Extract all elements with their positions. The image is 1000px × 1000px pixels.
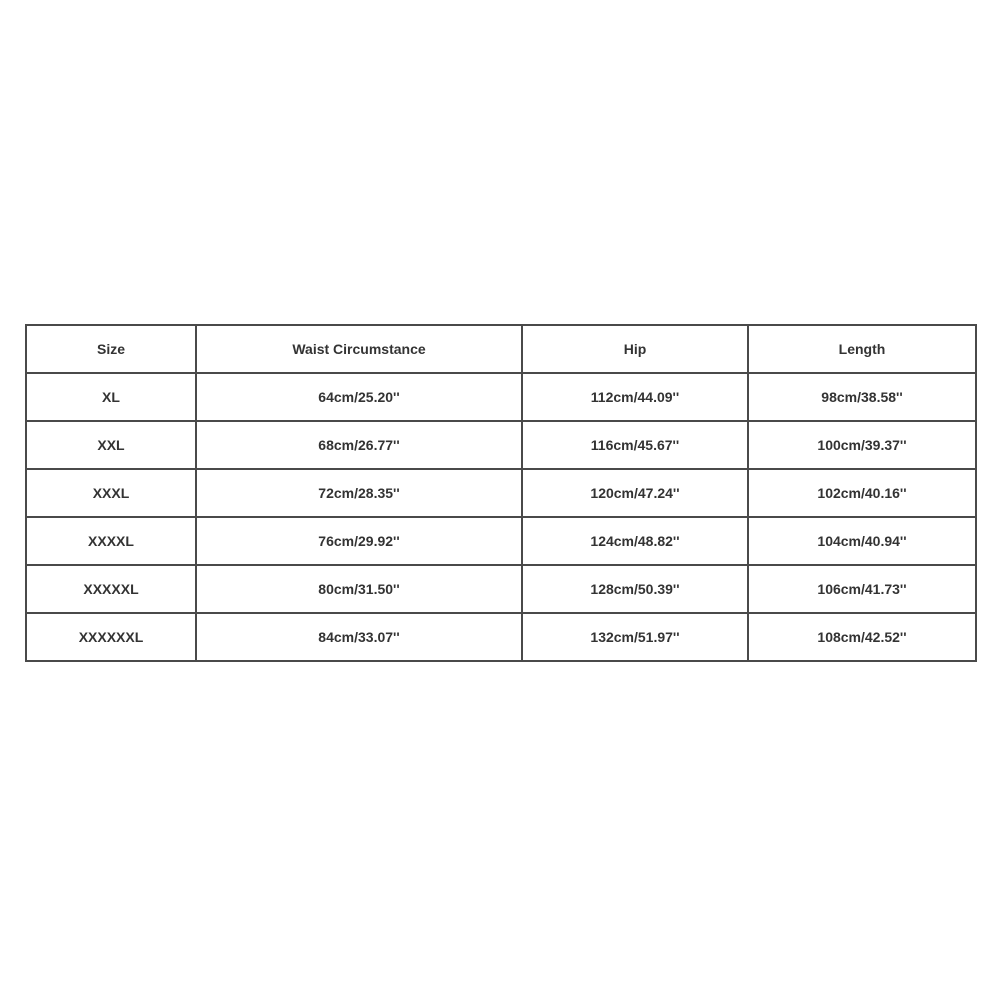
cell-hip: 116cm/45.67'' [522, 421, 748, 469]
cell-hip: 124cm/48.82'' [522, 517, 748, 565]
header-size: Size [26, 325, 196, 373]
cell-waist: 84cm/33.07'' [196, 613, 522, 661]
cell-hip: 128cm/50.39'' [522, 565, 748, 613]
cell-size: XXXXL [26, 517, 196, 565]
cell-length: 104cm/40.94'' [748, 517, 976, 565]
cell-size: XXXXXXL [26, 613, 196, 661]
cell-waist: 80cm/31.50'' [196, 565, 522, 613]
cell-length: 100cm/39.37'' [748, 421, 976, 469]
table-row [26, 517, 976, 565]
table-row [26, 469, 976, 517]
cell-waist: 68cm/26.77'' [196, 421, 522, 469]
size-chart-table [25, 324, 977, 662]
cell-size: XXXL [26, 469, 196, 517]
table-row [26, 565, 976, 613]
cell-length: 106cm/41.73'' [748, 565, 976, 613]
cell-waist: 72cm/28.35'' [196, 469, 522, 517]
header-length: Length [748, 325, 976, 373]
table-row [26, 421, 976, 469]
header-waist: Waist Circumstance [196, 325, 522, 373]
header-hip: Hip [522, 325, 748, 373]
cell-size: XXXXXL [26, 565, 196, 613]
cell-size: XXL [26, 421, 196, 469]
cell-length: 108cm/42.52'' [748, 613, 976, 661]
cell-length: 102cm/40.16'' [748, 469, 976, 517]
cell-length: 98cm/38.58'' [748, 373, 976, 421]
cell-size: XL [26, 373, 196, 421]
cell-waist: 64cm/25.20'' [196, 373, 522, 421]
cell-waist: 76cm/29.92'' [196, 517, 522, 565]
table-row [26, 373, 976, 421]
cell-hip: 120cm/47.24'' [522, 469, 748, 517]
cell-hip: 132cm/51.97'' [522, 613, 748, 661]
table-header-row [26, 325, 976, 373]
cell-hip: 112cm/44.09'' [522, 373, 748, 421]
table-row [26, 613, 976, 661]
